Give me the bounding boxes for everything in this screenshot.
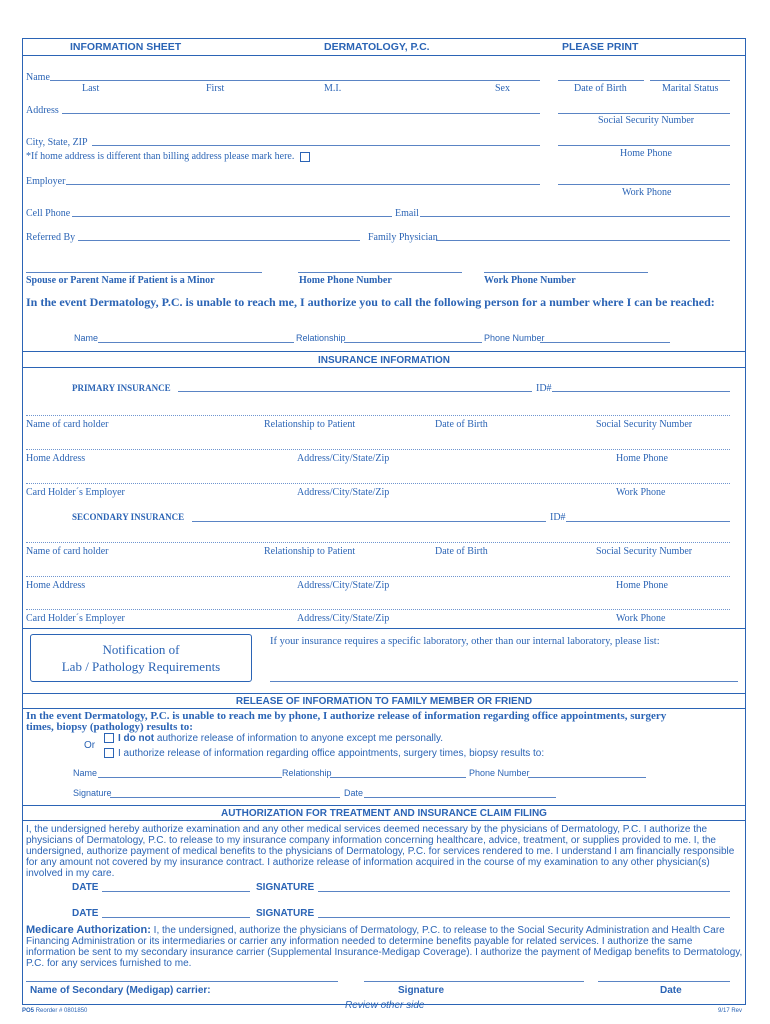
- divider: [22, 367, 746, 368]
- spouse-work-field[interactable]: [484, 272, 648, 273]
- city-label: City, State, ZIP: [26, 137, 88, 148]
- email-field[interactable]: [420, 216, 730, 217]
- emergency-name-field[interactable]: [98, 342, 294, 343]
- marital-field[interactable]: [650, 80, 730, 81]
- auth-date-label-1: DATE: [72, 882, 99, 893]
- primary-addr-city-label: Address/City/State/Zip: [297, 453, 390, 464]
- auth-signature-label-1: SIGNATURE: [256, 882, 315, 893]
- name-label: Name: [26, 72, 50, 83]
- release-option-2-checkbox[interactable]: [104, 748, 114, 758]
- release-date-label: Date: [344, 788, 364, 798]
- primary-id-field[interactable]: [552, 391, 730, 392]
- emergency-relationship-label: Relationship: [296, 333, 346, 343]
- secondary-employer-addr-label: Address/City/State/Zip: [297, 613, 390, 624]
- billing-checkbox[interactable]: [300, 152, 310, 162]
- spouse-field[interactable]: [26, 272, 262, 273]
- secondary-id-label: ID#: [550, 512, 566, 523]
- release-header: RELEASE OF INFORMATION TO FAMILY MEMBER OR FRIEND: [235, 696, 533, 707]
- medigap-carrier-field[interactable]: [26, 981, 338, 982]
- auth-date-label-2: DATE: [72, 908, 99, 919]
- divider: [22, 708, 746, 709]
- home-phone-field[interactable]: [558, 145, 730, 146]
- work-phone-label: Work Phone: [622, 187, 672, 198]
- primary-address-line[interactable]: [26, 449, 730, 450]
- release-statement-2: times, biopsy (pathology) results to:: [26, 721, 193, 733]
- primary-cardholder-line[interactable]: [26, 415, 730, 416]
- divider: [22, 693, 746, 694]
- release-statement-1: In the event Dermatology, P.C. is unable to reach me by phone, I authorize release of information regarding office appointments, surgery: [26, 710, 667, 722]
- release-name-field[interactable]: [98, 777, 282, 778]
- footer-code-text: PO5: [22, 1008, 35, 1014]
- or-label: Or: [84, 740, 96, 751]
- auth-signature-field-2[interactable]: [318, 917, 730, 918]
- release-relationship-label: Relationship: [282, 768, 332, 778]
- release-phone-label: Phone Number: [469, 768, 530, 778]
- release-name-label: Name: [73, 768, 98, 778]
- secondary-employer-line[interactable]: [26, 609, 730, 610]
- secondary-address-line[interactable]: [26, 576, 730, 577]
- ssn-label: Social Security Number: [598, 115, 695, 126]
- auth-signature-label-2: SIGNATURE: [256, 908, 315, 919]
- divider: [22, 351, 746, 352]
- release-phone-field[interactable]: [528, 777, 646, 778]
- primary-ssn-label: Social Security Number: [596, 419, 693, 430]
- emergency-phone-label: Phone Number: [484, 333, 545, 343]
- secondary-ssn-label: Social Security Number: [596, 546, 693, 557]
- review-other-side: Review other side: [345, 1000, 425, 1011]
- employer-field[interactable]: [66, 184, 540, 185]
- medigap-date-label: Date: [660, 985, 682, 996]
- lab-field[interactable]: [270, 681, 738, 682]
- secondary-insurance-label: SECONDARY INSURANCE: [72, 512, 185, 522]
- medicare-label: Medicare Authorization:: [26, 924, 151, 936]
- secondary-home-address-label: Home Address: [26, 580, 86, 591]
- spouse-home-label: Home Phone Number: [299, 275, 392, 286]
- divider: [22, 628, 746, 629]
- primary-employer-addr-label: Address/City/State/Zip: [297, 487, 390, 498]
- sex-label: Sex: [495, 83, 510, 94]
- cell-label: Cell Phone: [26, 208, 71, 219]
- primary-insurance-label: PRIMARY INSURANCE: [72, 383, 171, 393]
- release-option-1-checkbox[interactable]: [104, 733, 114, 743]
- release-relationship-field[interactable]: [330, 777, 466, 778]
- release-date-field[interactable]: [364, 797, 556, 798]
- lab-title-line2: Lab / Pathology Requirements: [61, 659, 221, 674]
- authorization-header: AUTHORIZATION FOR TREATMENT AND INSURANCE CLAIM FILING: [221, 808, 547, 819]
- insurance-header: INSURANCE INFORMATION: [317, 355, 451, 366]
- secondary-relationship-label: Relationship to Patient: [264, 546, 356, 557]
- divider: [22, 805, 746, 806]
- mi-label: M.I.: [324, 83, 342, 94]
- ssn-field[interactable]: [558, 113, 730, 114]
- first-label: First: [206, 83, 225, 94]
- secondary-dob-label: Date of Birth: [435, 546, 488, 557]
- divider: [22, 55, 746, 56]
- home-phone-label: Home Phone: [620, 148, 672, 159]
- secondary-cardholder-label: Name of card holder: [26, 546, 109, 557]
- cell-field[interactable]: [72, 216, 392, 217]
- emergency-phone-field[interactable]: [540, 342, 670, 343]
- lab-title-line1: Notification of: [102, 642, 180, 657]
- sheet-title: INFORMATION SHEET: [70, 41, 182, 53]
- primary-dob-label: Date of Birth: [435, 419, 488, 430]
- medigap-name-label: Name of Secondary (Medigap) carrier:: [30, 985, 211, 996]
- medigap-signature-field[interactable]: [364, 981, 584, 982]
- release-option-1-bold: I do not: [118, 733, 155, 744]
- dob-label: Date of Birth: [574, 83, 627, 94]
- city-field[interactable]: [92, 145, 540, 146]
- primary-work-phone-label: Work Phone: [616, 487, 666, 498]
- release-option-2-text: I authorize release of information regarding office appointments, surgery times, biopsy results to:: [118, 748, 545, 759]
- auth-date-field-2[interactable]: [102, 917, 250, 918]
- auth-signature-field-1[interactable]: [318, 891, 730, 892]
- family-physician-field[interactable]: [436, 240, 730, 241]
- billing-note-text: *If home address is different than billing address please mark here.: [26, 151, 295, 162]
- primary-relationship-label: Relationship to Patient: [264, 419, 356, 430]
- lab-notification-box: [30, 634, 252, 682]
- secondary-home-phone-label: Home Phone: [616, 580, 668, 591]
- dob-field[interactable]: [558, 80, 644, 81]
- auth-date-field-1[interactable]: [102, 891, 250, 892]
- primary-home-address-label: Home Address: [26, 453, 86, 464]
- referred-label: Referred By: [26, 232, 76, 243]
- primary-insurance-field[interactable]: [178, 391, 532, 392]
- practice-title: DERMATOLOGY, P.C.: [324, 41, 430, 53]
- last-label: Last: [82, 83, 100, 94]
- secondary-addr-city-label: Address/City/State/Zip: [297, 580, 390, 591]
- please-print: PLEASE PRINT: [562, 41, 639, 53]
- name-field[interactable]: [50, 80, 540, 81]
- emergency-name-label: Name: [74, 333, 99, 343]
- release-option-2[interactable]: [104, 748, 544, 759]
- footer-reorder: Reorder # 0801850: [35, 1008, 88, 1014]
- footer-rev: 9/17 Rev: [718, 1008, 743, 1014]
- family-physician-label: Family Physician: [368, 232, 438, 243]
- address-field[interactable]: [62, 113, 540, 114]
- work-phone-field[interactable]: [558, 184, 730, 185]
- primary-employer-line[interactable]: [26, 483, 730, 484]
- spouse-label: Spouse or Parent Name if Patient is a Minor: [26, 275, 215, 286]
- secondary-employer-label: Card Holder´s Employer: [26, 613, 125, 624]
- spouse-work-label: Work Phone Number: [484, 275, 576, 286]
- authorization-text: I, the undersigned hereby authorize examination and any other medical services deemed necessary by the physicians of Dermatology, P.C. I authorize the physicians of Dermatology, P.C. to release to my insurance company information concerning healthcare, advice, treatment, or supplies provided to me. I, the undersigned, authorize payment of medical benefits to the physicians of Dermatology, P.C. for services rendered to me. I understand I am financially responsible for any amount not covered by my insurance contract. I authorize release of information acquired in the course of my examination to any other physician(s) involved in my care.: [26, 824, 735, 879]
- release-signature-field[interactable]: [110, 797, 340, 798]
- address-label: Address: [26, 105, 59, 116]
- release-option-1-text: authorize release of information to anyone except me personally.: [156, 733, 443, 744]
- referred-field[interactable]: [78, 240, 360, 241]
- email-label: Email: [395, 208, 419, 219]
- primary-home-phone-label: Home Phone: [616, 453, 668, 464]
- secondary-work-phone-label: Work Phone: [616, 613, 666, 624]
- billing-note: [26, 151, 314, 162]
- primary-id-label: ID#: [536, 383, 552, 394]
- secondary-cardholder-line[interactable]: [26, 542, 730, 543]
- medigap-date-field[interactable]: [598, 981, 730, 982]
- primary-cardholder-label: Name of card holder: [26, 419, 109, 430]
- divider: [22, 820, 746, 821]
- secondary-id-field[interactable]: [566, 521, 730, 522]
- spouse-home-field[interactable]: [298, 272, 462, 273]
- medigap-signature-label: Signature: [398, 985, 445, 996]
- emergency-relationship-field[interactable]: [344, 342, 482, 343]
- footer-code: [22, 1008, 87, 1014]
- emergency-statement: In the event Dermatology, P.C. is unable to reach me, I authorize you to call the following person for a number where I can be reached:: [26, 295, 715, 309]
- medicare-paragraph: [26, 925, 744, 969]
- lab-note: If your insurance requires a specific laboratory, other than our internal laboratory, please list:: [270, 636, 660, 647]
- employer-label: Employer: [26, 176, 66, 187]
- primary-employer-label: Card Holder´s Employer: [26, 487, 125, 498]
- marital-label: Marital Status: [662, 83, 719, 94]
- release-option-1[interactable]: [104, 733, 443, 744]
- medicare-text: I, the undersigned, authorize the physicians of Dermatology, P.C. to release to the Social Security Administration and Health Care Financing Administration or its intermediaries or carrier any information needed to determine benefits payable for related services. I authorize the same information be sent to my secondary insurance carrier (Supplemental Insurance-Medigap Coverage). I authorize the payment of Medigap benefits to Dermatology, P.C. for any services furnished to me.: [26, 925, 743, 969]
- release-signature-label: Signature: [73, 788, 112, 798]
- secondary-insurance-field[interactable]: [192, 521, 546, 522]
